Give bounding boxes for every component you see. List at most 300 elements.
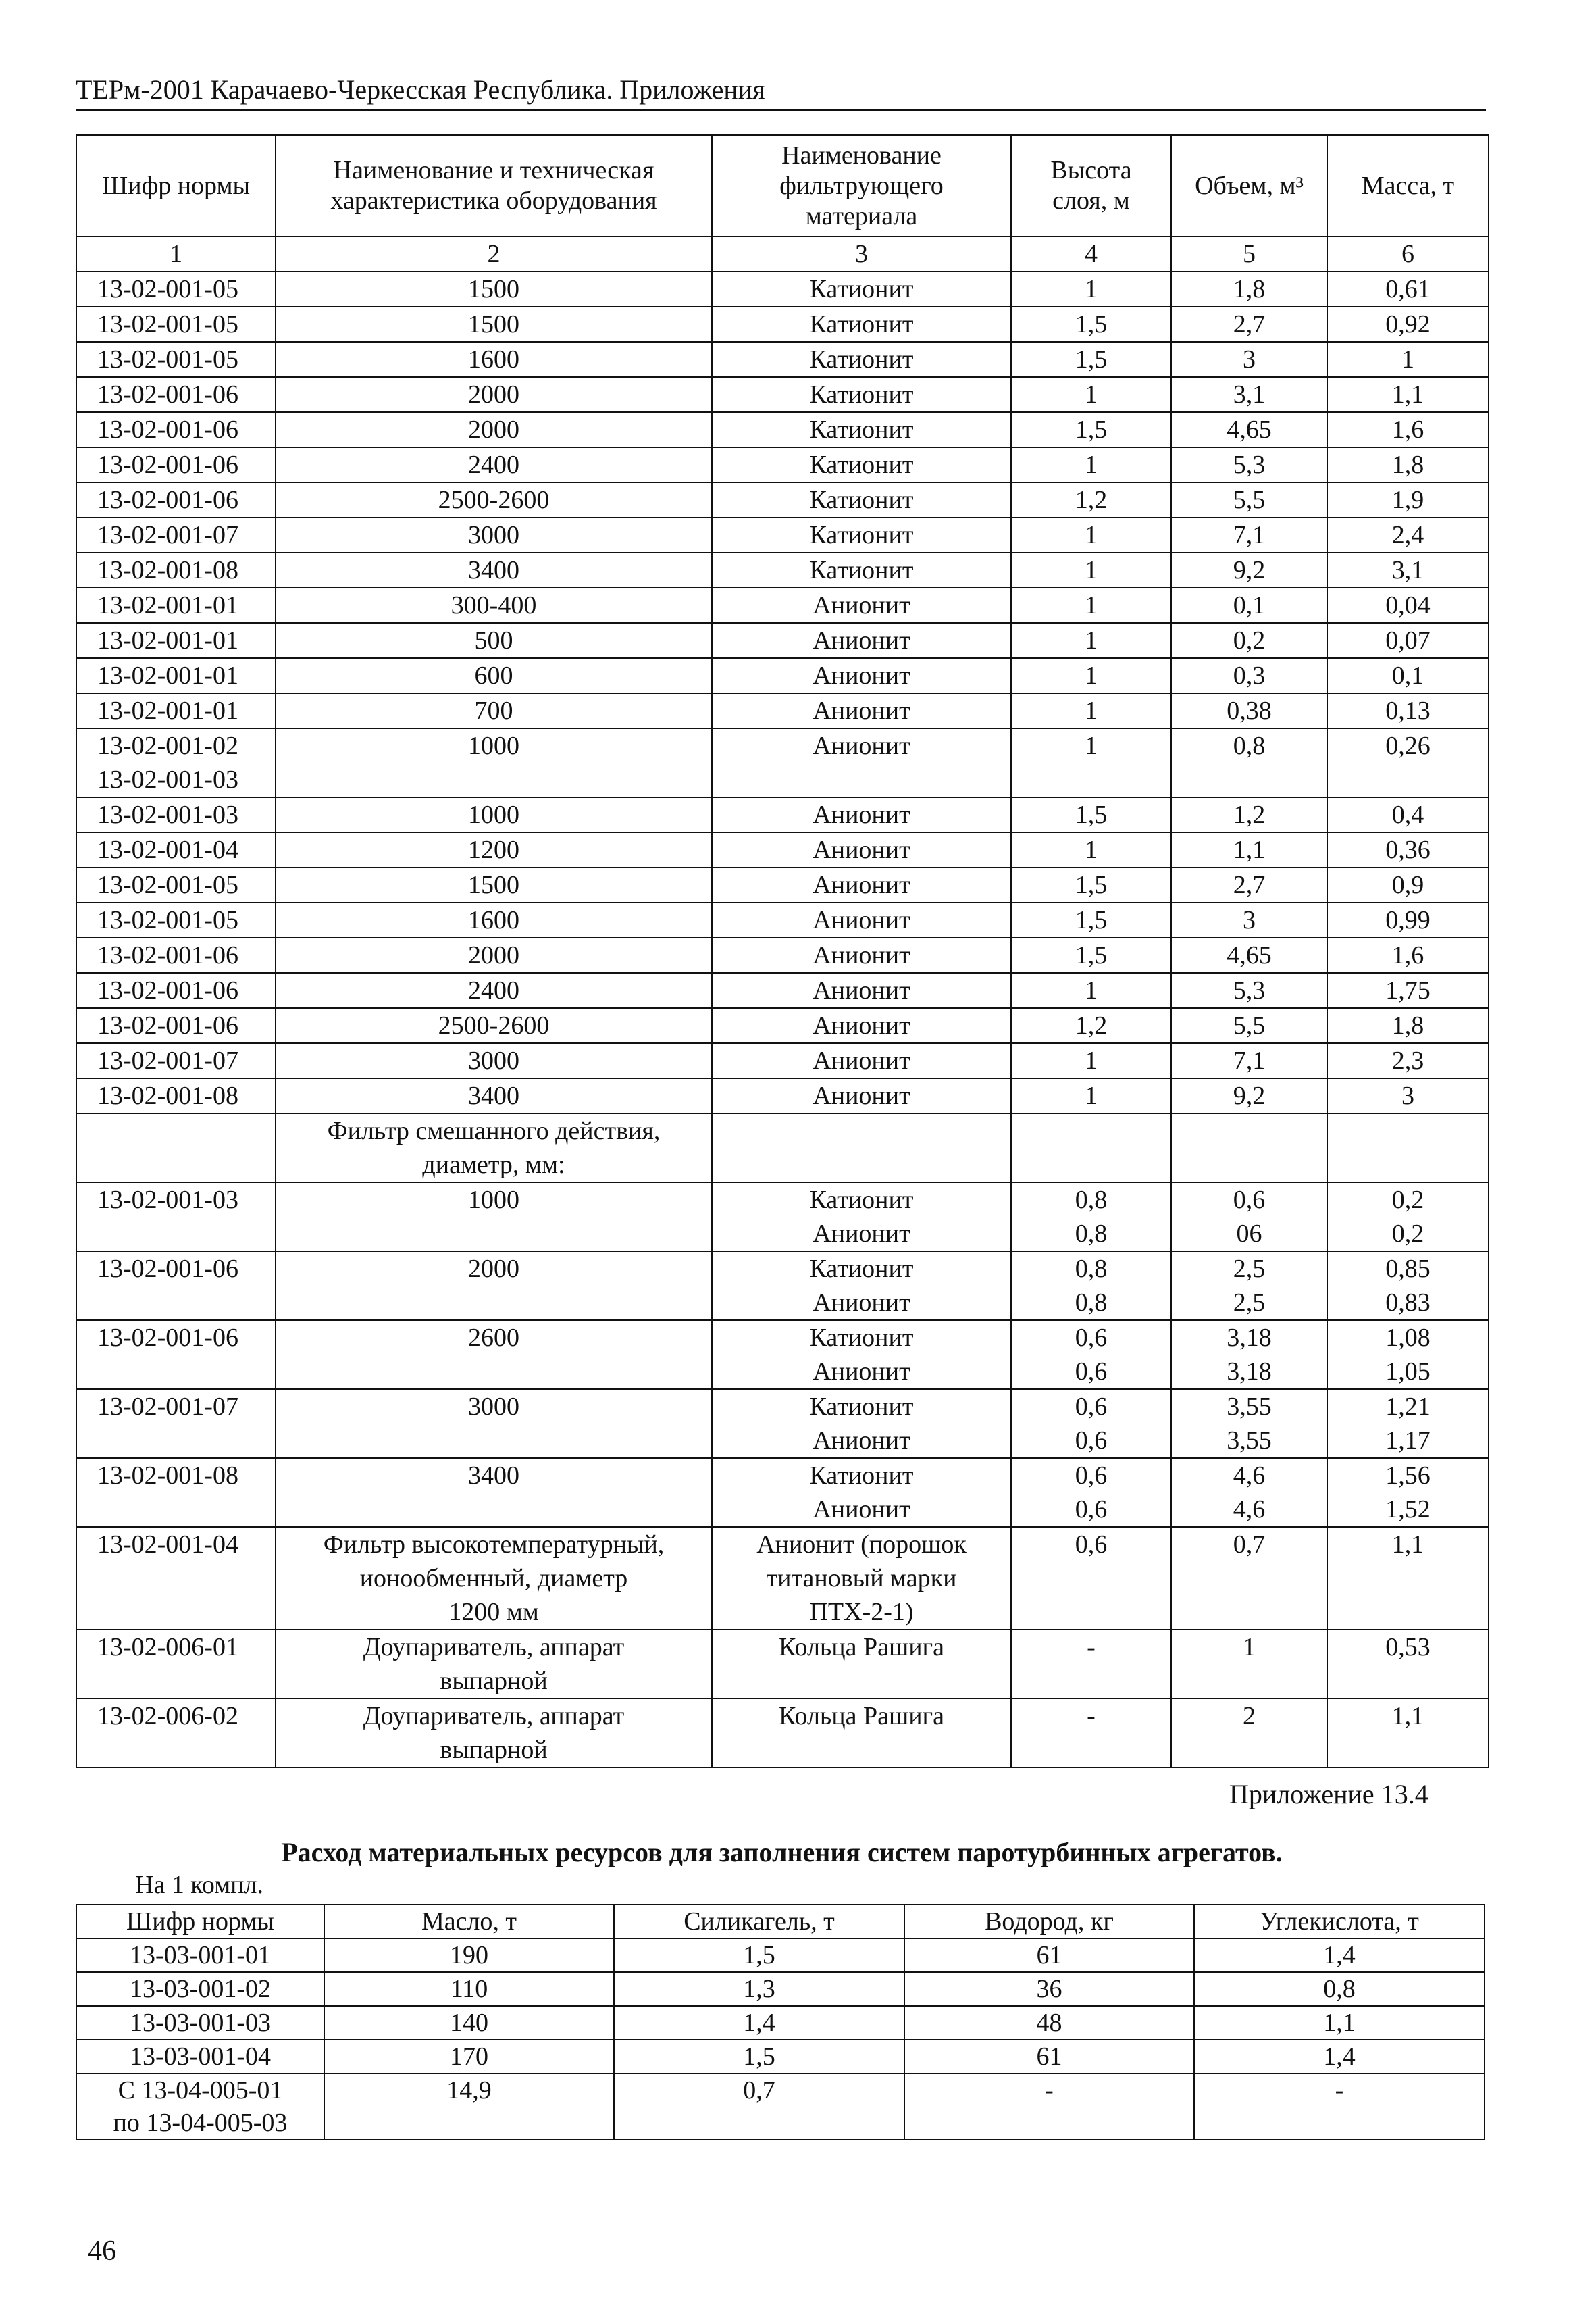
table-cell — [712, 1043, 1011, 1078]
table-cell — [1171, 832, 1327, 867]
cell-line — [1016, 1114, 1166, 1148]
cell-line: 1,4 — [743, 2009, 775, 2037]
table-cell — [76, 342, 276, 377]
cell-line: 5,5 — [1233, 1011, 1266, 1040]
table-cell — [1327, 728, 1489, 797]
table-cell — [904, 1972, 1194, 2006]
table-cell — [1171, 518, 1327, 553]
cell-line: 13-02-001-01 — [97, 661, 238, 690]
table-cell — [276, 728, 712, 797]
table-cell — [1327, 1043, 1489, 1078]
cell-line: 3,55 — [1227, 1392, 1272, 1421]
table-cell — [712, 973, 1011, 1008]
table-cell — [712, 1458, 1011, 1527]
table-cell — [712, 903, 1011, 938]
cell-line: 600 — [474, 661, 513, 690]
table-cell — [276, 342, 712, 377]
table-cell — [712, 1113, 1011, 1182]
table-cell — [1011, 553, 1171, 588]
cell-line: 13-02-001-06 — [97, 416, 238, 444]
cell-line: 3000 — [468, 1047, 519, 1075]
table-cell — [712, 1078, 1011, 1113]
cell-line: Высота — [1050, 156, 1132, 184]
cell-line: материала — [805, 201, 918, 230]
table-cell — [614, 2073, 904, 2140]
table-cell — [1327, 693, 1489, 728]
cell-line: 1,4 — [1323, 2042, 1356, 2071]
table-cell — [276, 553, 712, 588]
cell-line: 13-02-001-06 — [97, 1324, 238, 1352]
cell-line: 1200 — [468, 836, 519, 864]
table-cell — [904, 2040, 1194, 2073]
table-cell — [1171, 1113, 1327, 1182]
table-cell — [1171, 693, 1327, 728]
cell-line: 1500 — [468, 871, 519, 899]
table-cell — [1171, 903, 1327, 938]
table-cell — [712, 272, 1011, 307]
cell-line: 06 — [1236, 1219, 1262, 1248]
cell-line: 3400 — [468, 1461, 519, 1490]
table-cell — [1327, 1182, 1489, 1251]
cell-line: 1 — [1085, 1047, 1098, 1075]
table-row — [76, 1458, 1489, 1527]
cell-line: 3,18 — [1227, 1324, 1272, 1352]
table-row — [76, 1389, 1489, 1458]
cell-line: Катионит — [809, 310, 914, 338]
cell-line: 1,5 — [1075, 906, 1108, 934]
table-cell — [1171, 938, 1327, 973]
cell-line: 1 — [1085, 732, 1098, 760]
cell-line: 0,53 — [1385, 1633, 1431, 1661]
cell-line: 1,05 — [1385, 1357, 1431, 1386]
table-cell — [1171, 342, 1327, 377]
table-cell — [1011, 973, 1171, 1008]
cell-line: ионообменный, диаметр — [359, 1564, 628, 1592]
cell-line: 2,7 — [1233, 871, 1266, 899]
table-cell — [276, 797, 712, 832]
table-cell — [1171, 973, 1327, 1008]
cell-line: Анионит — [813, 1082, 910, 1110]
cell-line: - — [1335, 2076, 1344, 2105]
table-cell — [76, 728, 276, 797]
cell-line: 2,5 — [1233, 1288, 1266, 1317]
cell-line: 1000 — [468, 1186, 519, 1214]
cell-line: 13-03-001-04 — [130, 2042, 271, 2071]
cell-line: 13-02-001-06 — [97, 976, 238, 1005]
table-cell — [712, 623, 1011, 658]
table-cell — [76, 1251, 276, 1320]
table-cell — [1011, 1113, 1171, 1182]
cell-line: Кольца Рашига — [779, 1702, 944, 1730]
table-cell — [1327, 1699, 1489, 1767]
table-row — [76, 412, 1489, 447]
table-cell — [1327, 1527, 1489, 1630]
cell-line: Катионит — [809, 1461, 914, 1490]
table-cell — [1327, 272, 1489, 307]
cell-line: 0,2 — [1391, 1186, 1424, 1214]
table-cell — [1171, 797, 1327, 832]
cell-line: 2,4 — [1391, 521, 1424, 549]
table-cell — [276, 973, 712, 1008]
table-cell — [76, 1527, 276, 1630]
table-row — [76, 342, 1489, 377]
cell-line: 1,6 — [1391, 416, 1424, 444]
table-cell — [1171, 1251, 1327, 1320]
table-cell — [1171, 1043, 1327, 1078]
cell-line: 1,75 — [1385, 976, 1431, 1005]
cell-line: 1,4 — [1323, 1941, 1356, 1969]
table-cell — [1011, 482, 1171, 518]
table-row — [76, 867, 1489, 903]
table-row — [76, 1078, 1489, 1113]
table-cell — [276, 623, 712, 658]
table-cell — [276, 938, 712, 973]
table-cell — [1327, 903, 1489, 938]
cell-line: 1 — [1085, 521, 1098, 549]
cell-line: 13-02-001-03 — [97, 801, 238, 829]
table-cell — [1011, 518, 1171, 553]
cell-line: Анионит — [813, 1047, 910, 1075]
cell-line: 0,6 — [1075, 1495, 1108, 1524]
table-cell — [324, 2006, 614, 2040]
table-cell — [1011, 1458, 1171, 1527]
cell-line: 1,9 — [1391, 486, 1424, 514]
table-row — [76, 1251, 1489, 1320]
cell-line: диаметр, мм: — [422, 1151, 565, 1179]
table-cell — [76, 1320, 276, 1389]
cell-line: 1 — [1085, 836, 1098, 864]
table-cell — [904, 2006, 1194, 2040]
cell-line: 1,3 — [743, 1975, 775, 2003]
table-cell — [76, 623, 276, 658]
cell-line: Анионит — [813, 1357, 910, 1386]
cell-line: Анионит — [813, 1219, 910, 1248]
table-cell — [276, 1527, 712, 1630]
table-cell — [1011, 1320, 1171, 1389]
table-cell — [1011, 1251, 1171, 1320]
table-cell — [276, 1389, 712, 1458]
cell-line: 2000 — [468, 380, 519, 409]
cell-line: 1,1 — [1391, 380, 1424, 409]
cell-line: 0,6 — [1075, 1461, 1108, 1490]
table-cell — [1011, 693, 1171, 728]
table-cell — [712, 1320, 1011, 1389]
table-cell — [324, 2073, 614, 2140]
table-cell — [712, 447, 1011, 482]
table-cell — [1327, 1389, 1489, 1458]
table-cell — [712, 1251, 1011, 1320]
table-cell — [276, 693, 712, 728]
table-row — [76, 832, 1489, 867]
table-cell — [276, 1320, 712, 1389]
cell-line: 1600 — [468, 906, 519, 934]
cell-line: 1,8 — [1233, 275, 1266, 303]
column-header — [1327, 135, 1489, 236]
cell-line: 13-02-001-01 — [97, 626, 238, 655]
cell-line: 170 — [450, 2042, 488, 2071]
table-cell — [1011, 623, 1171, 658]
table-cell — [1327, 1113, 1489, 1182]
table-cell — [1194, 1972, 1485, 2006]
table-cell — [1011, 1078, 1171, 1113]
cell-line: 9,2 — [1233, 1082, 1266, 1110]
table-cell — [1327, 867, 1489, 903]
table-cell — [712, 1008, 1011, 1043]
table-cell — [712, 518, 1011, 553]
table-cell — [76, 2073, 324, 2140]
cell-line: 13-02-001-03 — [97, 1186, 238, 1214]
cell-line: С 13-04-005-01 — [118, 2076, 283, 2105]
table-cell — [1327, 797, 1489, 832]
table-cell — [1011, 1389, 1171, 1458]
cell-line: 0,26 — [1385, 732, 1431, 760]
cell-line: 1,2 — [1075, 486, 1108, 514]
table2-unit: На 1 компл. — [135, 1871, 263, 1899]
table-cell — [76, 518, 276, 553]
table-row — [76, 447, 1489, 482]
cell-line: Анионит — [813, 906, 910, 934]
cell-line: 0,6 — [1075, 1530, 1108, 1559]
table-cell — [276, 1182, 712, 1251]
table-cell — [1327, 377, 1489, 412]
column-header — [712, 135, 1011, 236]
table-cell — [614, 2006, 904, 2040]
table-row — [76, 1527, 1489, 1630]
table-cell — [1327, 307, 1489, 342]
cell-line: 13-02-001-06 — [97, 1011, 238, 1040]
table-cell — [76, 553, 276, 588]
cell-line: 13-02-001-08 — [97, 1461, 238, 1490]
table-row — [76, 1630, 1489, 1699]
cell-line: 13-02-001-06 — [97, 486, 238, 514]
column-header: Углекислота, т — [1194, 1905, 1485, 1938]
table-cell — [712, 797, 1011, 832]
table-cell — [1011, 1630, 1171, 1699]
column-header — [1011, 135, 1171, 236]
cell-line: Катионит — [809, 556, 914, 584]
table-cell — [276, 588, 712, 623]
cell-line: 0,38 — [1227, 697, 1272, 725]
cell-line: 1,5 — [1075, 941, 1108, 970]
table-cell — [614, 1938, 904, 1972]
table-cell — [76, 272, 276, 307]
appendix-label: Приложение 13.4 — [1229, 1779, 1428, 1809]
table-cell — [276, 307, 712, 342]
table-cell — [1194, 2073, 1485, 2140]
table-cell — [712, 658, 1011, 693]
cell-line: 13-02-001-05 — [97, 275, 238, 303]
cell-line: 1 — [1085, 1082, 1098, 1110]
cell-line: 13-02-001-04 — [97, 1530, 238, 1559]
cell-line: 13-02-001-02 — [97, 732, 238, 760]
table-cell — [1327, 938, 1489, 973]
cell-line: Объем, м³ — [1195, 171, 1304, 200]
cell-line: 3400 — [468, 1082, 519, 1110]
cell-line: 0,1 — [1391, 661, 1424, 690]
table-cell — [1194, 2006, 1485, 2040]
table-row — [76, 553, 1489, 588]
table-cell — [1171, 658, 1327, 693]
cell-line: 140 — [450, 2009, 488, 2037]
cell-line: 0,13 — [1385, 697, 1431, 725]
table-cell — [712, 307, 1011, 342]
table-cell — [1011, 272, 1171, 307]
table-row — [76, 903, 1489, 938]
table-cell — [76, 588, 276, 623]
table-cell — [712, 1389, 1011, 1458]
table-cell — [1327, 1078, 1489, 1113]
cell-line: Доупариватель, аппарат — [363, 1702, 625, 1730]
cell-line: Наименование — [781, 141, 942, 170]
table-cell — [712, 412, 1011, 447]
table-cell — [1011, 832, 1171, 867]
cell-line: 1,08 — [1385, 1324, 1431, 1352]
table-cell — [1171, 1699, 1327, 1767]
page-header: ТЕРм-2001 Карачаево-Черкесская Республика. Приложения — [76, 73, 1486, 111]
cell-line: 0,61 — [1385, 275, 1431, 303]
table-cell — [1011, 1182, 1171, 1251]
cell-line: 1,2 — [1233, 801, 1266, 829]
cell-line: 1,5 — [1075, 801, 1108, 829]
cell-line: 13-02-001-05 — [97, 871, 238, 899]
column-number: 1 — [76, 236, 276, 272]
table-row — [76, 1182, 1489, 1251]
table-cell — [1171, 1458, 1327, 1527]
cell-line: 1 — [1243, 1633, 1256, 1661]
cell-line: 2000 — [468, 1255, 519, 1283]
table-cell — [324, 1972, 614, 2006]
table-cell — [76, 693, 276, 728]
cell-line: 4,65 — [1227, 941, 1272, 970]
page-number: 46 — [88, 2236, 116, 2267]
cell-line: 5,5 — [1233, 486, 1266, 514]
table-row — [76, 2006, 1485, 2040]
table-cell — [1171, 1008, 1327, 1043]
cell-line: 2500-2600 — [438, 486, 550, 514]
table-header-row — [76, 1905, 1485, 1938]
cell-line: 13-03-001-01 — [130, 1941, 271, 1969]
cell-line: Анионит — [813, 697, 910, 725]
cell-line: 0,7 — [743, 2076, 775, 2105]
table-cell — [712, 832, 1011, 867]
cell-line: 1,6 — [1391, 941, 1424, 970]
cell-line: по 13-04-005-03 — [113, 2109, 288, 2137]
table-cell — [1171, 728, 1327, 797]
table-cell — [1327, 553, 1489, 588]
cell-line: 13-02-001-06 — [97, 1255, 238, 1283]
table-cell — [1327, 1458, 1489, 1527]
cell-line: Фильтр высокотемпературный, — [323, 1530, 665, 1559]
cell-line: 1500 — [468, 310, 519, 338]
table-cell — [1171, 1527, 1327, 1630]
cell-line: Катионит — [809, 521, 914, 549]
cell-line: 1,1 — [1233, 836, 1266, 864]
cell-line: 0,92 — [1385, 310, 1431, 338]
cell-line: 1,21 — [1385, 1392, 1431, 1421]
cell-line: 13-02-001-07 — [97, 1392, 238, 1421]
cell-line: 13-02-001-05 — [97, 310, 238, 338]
table-cell — [1327, 1320, 1489, 1389]
table-row — [76, 2073, 1485, 2140]
table-cell — [712, 728, 1011, 797]
table-row — [76, 1008, 1489, 1043]
column-number: 2 — [276, 236, 712, 272]
table-row — [76, 1320, 1489, 1389]
cell-line: Катионит — [809, 451, 914, 479]
cell-line: 9,2 — [1233, 556, 1266, 584]
table-cell — [1171, 553, 1327, 588]
cell-line: Анионит — [813, 626, 910, 655]
table-cell — [1171, 412, 1327, 447]
cell-line: 1,52 — [1385, 1495, 1431, 1524]
cell-line: Фильтр смешанного действия, — [327, 1117, 661, 1145]
table-cell — [1011, 588, 1171, 623]
cell-line: 1,5 — [1075, 871, 1108, 899]
table-row — [76, 1699, 1489, 1767]
cell-line: Катионит — [809, 1186, 914, 1214]
cell-line: Анионит — [813, 941, 910, 970]
table-cell — [1011, 1043, 1171, 1078]
table-cell — [276, 272, 712, 307]
cell-line: 0,07 — [1385, 626, 1431, 655]
table-cell — [76, 1078, 276, 1113]
cell-line: 1,5 — [743, 2042, 775, 2071]
cell-line: 3000 — [468, 521, 519, 549]
cell-line: Катионит — [809, 1255, 914, 1283]
cell-line: 1,17 — [1385, 1426, 1431, 1455]
cell-line: 13-03-001-02 — [130, 1975, 271, 2003]
cell-line: 13-02-001-06 — [97, 380, 238, 409]
column-number: 4 — [1011, 236, 1171, 272]
cell-line: характеристика оборудования — [330, 186, 657, 215]
cell-line: 1 — [1401, 345, 1414, 374]
table-cell — [1011, 938, 1171, 973]
cell-line: 1 — [1085, 275, 1098, 303]
table-cell — [1327, 1251, 1489, 1320]
table-cell — [76, 832, 276, 867]
table-cell — [276, 518, 712, 553]
cell-line: 13-02-001-08 — [97, 556, 238, 584]
cell-line: 110 — [450, 1975, 488, 2003]
column-number: 3 — [712, 236, 1011, 272]
cell-line: 3,55 — [1227, 1426, 1272, 1455]
cell-line — [97, 1114, 271, 1148]
table-cell — [712, 693, 1011, 728]
cell-line: 1,5 — [743, 1941, 775, 1969]
cell-line: 0,85 — [1385, 1255, 1431, 1283]
table-cell — [76, 447, 276, 482]
table-cell — [1171, 1389, 1327, 1458]
cell-line: 1,5 — [1075, 345, 1108, 374]
table-cell — [712, 938, 1011, 973]
table-cell — [1327, 832, 1489, 867]
table-cell — [1171, 272, 1327, 307]
cell-line: 1,1 — [1323, 2009, 1356, 2037]
table-cell — [276, 447, 712, 482]
table-cell — [1327, 973, 1489, 1008]
table-cell — [712, 342, 1011, 377]
cell-line: Анионит — [813, 801, 910, 829]
table-cell — [1171, 588, 1327, 623]
table-cell — [324, 1938, 614, 1972]
table-cell — [1171, 867, 1327, 903]
cell-line: 1,56 — [1385, 1461, 1431, 1490]
column-header: Силикагель, т — [614, 1905, 904, 1938]
table-cell — [276, 1251, 712, 1320]
table-cell — [276, 658, 712, 693]
cell-line: - — [1045, 2076, 1054, 2105]
table-cell — [76, 482, 276, 518]
